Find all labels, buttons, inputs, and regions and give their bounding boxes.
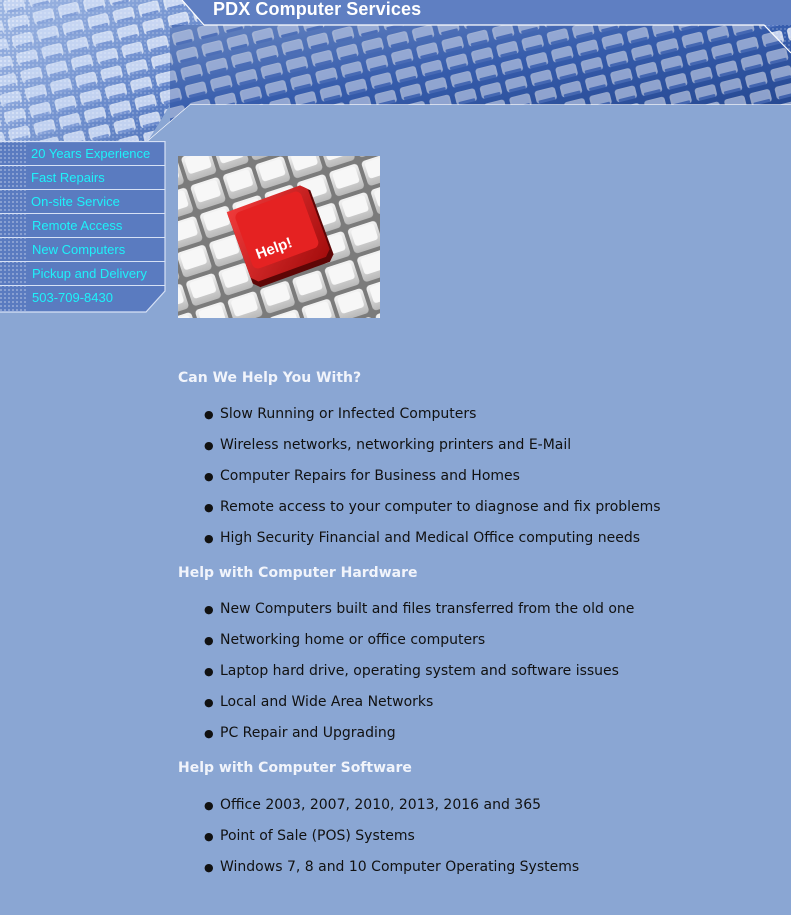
site-title: PDX Computer Services <box>213 0 422 19</box>
services-list-general <box>178 399 661 554</box>
list-item <box>178 687 634 718</box>
sidebar-item-label: 503-709-8430 <box>32 290 113 305</box>
bullet-icon: ● <box>204 665 214 678</box>
list-item-text: High Security Financial and Medical Office computing needs <box>220 530 641 546</box>
bullet-icon: ● <box>204 501 214 514</box>
list-item <box>178 523 661 554</box>
bullet-icon: ● <box>204 532 214 545</box>
list-item <box>178 430 661 461</box>
list-item <box>178 461 661 492</box>
sidebar-item-pickup-delivery[interactable] <box>0 262 165 286</box>
sidebar-item-label: Remote Access <box>32 218 123 233</box>
help-key-label: Help! <box>253 234 295 264</box>
keyboard-banner-graphic <box>0 0 791 141</box>
list-item-text: Laptop hard drive, operating system and software issues <box>220 663 619 679</box>
section-heading-help: Can We Help You With? <box>178 370 362 386</box>
list-item-text: New Computers built and files transferred from the old one <box>220 601 635 617</box>
list-item <box>178 656 634 687</box>
list-item <box>178 852 579 883</box>
section-heading-software: Help with Computer Software <box>178 760 412 776</box>
services-list-software <box>178 790 579 883</box>
sidebar-item-phone[interactable] <box>0 286 165 310</box>
sidebar-nav <box>0 141 168 313</box>
sidebar-item-label: Pickup and Delivery <box>32 266 147 281</box>
section-heading-hardware: Help with Computer Hardware <box>178 565 418 581</box>
list-item-text: Computer Repairs for Business and Homes <box>220 468 520 484</box>
bullet-icon: ● <box>204 603 214 616</box>
sidebar-item-experience[interactable] <box>0 142 165 166</box>
bullet-icon: ● <box>204 470 214 483</box>
list-item <box>178 594 634 625</box>
sidebar-item-label: 20 Years Experience <box>31 146 151 161</box>
bullet-icon: ● <box>204 408 214 421</box>
list-item-text: Office 2003, 2007, 2010, 2013, 2016 and 365 <box>220 797 542 813</box>
sidebar-item-new-computers[interactable] <box>0 238 165 262</box>
sidebar-item-remote-access[interactable] <box>0 214 165 238</box>
bullet-icon: ● <box>204 830 214 843</box>
list-item <box>178 399 661 430</box>
bullet-icon: ● <box>204 727 214 740</box>
list-item <box>178 625 634 656</box>
sidebar-item-fast-repairs[interactable] <box>0 166 165 190</box>
list-item-text: Networking home or office computers <box>220 632 486 648</box>
list-item <box>178 790 579 821</box>
list-item-text: Local and Wide Area Networks <box>220 694 434 710</box>
list-item <box>178 821 579 852</box>
list-item-text: PC Repair and Upgrading <box>220 725 396 741</box>
list-item <box>178 718 634 749</box>
help-key-illustration <box>178 156 380 318</box>
list-item <box>178 492 661 523</box>
sidebar-item-label: New Computers <box>32 242 126 257</box>
list-item-text: Wireless networks, networking printers and E-Mail <box>220 437 572 453</box>
list-item-text: Point of Sale (POS) Systems <box>220 828 415 844</box>
bullet-icon: ● <box>204 634 214 647</box>
help-keyboard-image <box>178 156 380 318</box>
header-banner <box>0 0 791 141</box>
sidebar-item-onsite-service[interactable] <box>0 190 165 214</box>
sidebar-item-label: Fast Repairs <box>31 170 105 185</box>
bullet-icon: ● <box>204 439 214 452</box>
list-item-text: Slow Running or Infected Computers <box>220 406 477 422</box>
bullet-icon: ● <box>204 696 214 709</box>
bullet-icon: ● <box>204 799 214 812</box>
bullet-icon: ● <box>204 861 214 874</box>
sidebar-item-label: On-site Service <box>31 194 120 209</box>
services-list-hardware <box>178 594 634 749</box>
list-item-text: Windows 7, 8 and 10 Computer Operating Systems <box>220 859 580 875</box>
list-item-text: Remote access to your computer to diagnose and fix problems <box>220 499 661 515</box>
